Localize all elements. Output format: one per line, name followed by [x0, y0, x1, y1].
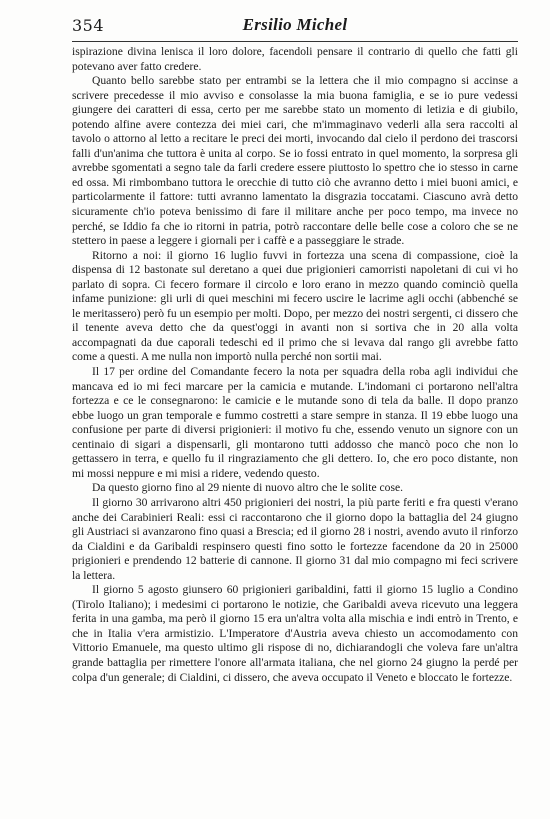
paragraph: Il 17 per ordine del Comandante fecero la nota per squadra della roba agli individui che mancava ed io mi feci marcare per la camicia e mutande. L'indomani ci portarono nell'altra fortezza e ce le consegnarono: le camicie e le mutande sono di tela da balle. Il dopo pranzo ebbe luogo un gran temporale e fummo costretti a stare sempre in stanza. Il 19 ebbe luogo una confusione per parte di diversi prigionieri: il motivo fu che, essendo venuto un signore con un centinaio di sigari a dispensarli, gli montarono tutti addosso che mancò poco che non lo gettassero in terra, e quello fu il ringraziamento che gli dettero. Io, che ero poco distante, non mi mossi neppure e mi misi a ridere, vedendo questo. — [72, 365, 518, 480]
paragraph: ispirazione divina lenisca il loro dolore, facendoli pensare il contrario di quello che fatti gli potevano aver fatto credere. — [72, 45, 518, 73]
paragraph: Il giorno 5 agosto giunsero 60 prigionieri garibaldini, fatti il giorno 15 luglio a Condino (Tirolo Italiano); i medesimi ci portarono le notizie, che Garibaldi aveva ricevuto una leggera ferita in una gamba, ma però il giorno 15 era un'altra volta alla mischia e indi entrò in Trento, e che in Italia v'era armistizio. L'Imperatore d'Austria aveva chiesto un accomodamento con Vittorio Emanuele, ma questo ultimo gli rispose di no, dichiarandogli che voleva fare un'altra grande battaglia per rimettere l'onore all'armata italiana, che nel giorno 24 giugno la perdé per colpa d'un generale; di Cialdini, ci dissero, che aveva occupato il Veneto e bloccato le fortezze. — [72, 583, 518, 684]
paragraph: Il giorno 30 arrivarono altri 450 prigionieri dei nostri, la più parte feriti e fra questi v'erano anche dei Carabinieri Reali: essi ci raccontarono che il giorno dopo la battaglia del 24 giugno gli Austriaci si avanzarono fino quasi a Brescia; ed il giorno 28 i nostri, avendo avuto il rinforzo da Cialdini e da Garibaldi respinsero questi fino sotto le fortezze facendone da 20 in 25000 prigionieri e prendendo 12 batterie di cannone. Il giorno 31 dal mio compagno mi feci scrivere la lettera. — [72, 495, 518, 582]
paragraph: Ritorno a noi: il giorno 16 luglio fuvvi in fortezza una scena di compassione, cioè la dispensa di 12 bastonate sul deretano a quei due prigionieri camorristi napoletani di cui vi ho parlato di sopra. Ci fecero formare il circolo e loro erano in mezzo quando cominciò quella infame punizione: gli urli di quei meschini mi fecero uscire le lacrime agli occhi (abbenché se le meritassero) però fu un esempio per molti. Dopo, per mezzo dei nostri sergenti, ci dissero che il tenente aveva detto che da quest'oggi in avanti non si sortiva che in 20 alla volta accompagnati da due caporali tedeschi ed il primo che si levava dal rango gli avrebbe fatto come a questi. A me nulla non importò nulla perché non sortii mai. — [72, 248, 518, 364]
paragraph: Quanto bello sarebbe stato per entrambi se la lettera che il mio compagno si accinse a scrivere precedesse il mio avviso e consolasse la mia buona famiglia, e se io pure vedessi giungere dei caratteri di essa, certo per me sarebbe stato un momento di letizia e di giubilo, potendo alfine avere contezza dei miei cari, che m'immaginavo vederli alla sera raccolti al tavolo o attorno al letto a recitare le preci dei morti, invocando dal cielo il perdono dei trascorsi falli d'un'anima che tuttora è unita al corpo. Se io fossi entrato in quel momento, la sorpresa gli avrebbe sgomentati a segno tale da farli credere essere piuttosto lo spettro che io stesso in carne ed ossa. Mi rimbombano tuttora le orecchie di tutto ciò che avranno detto i miei buoni amici, e particolarmente il fattore: tutti avranno lamentato la disgrazia toccatami. Ciascuno avrà detto sicuramente ch'io poteva benissimo di fare il militare anche per poco tempo, ma invece no perché, se Iddio fa che io ritorni in patria, potrò raccontare delle belle cose a coloro che se ne stettero in paese a leggere i giornali per i caffè e a passeggiare le strade. — [72, 74, 518, 248]
body-text — [72, 45, 518, 685]
header-rule — [72, 41, 518, 42]
page-header — [72, 14, 518, 40]
page-number: 354 — [72, 16, 105, 35]
running-head: Ersilio Michel — [242, 15, 348, 34]
paragraph: Da questo giorno fino al 29 niente di nuovo altro che le solite cose. — [92, 481, 404, 495]
